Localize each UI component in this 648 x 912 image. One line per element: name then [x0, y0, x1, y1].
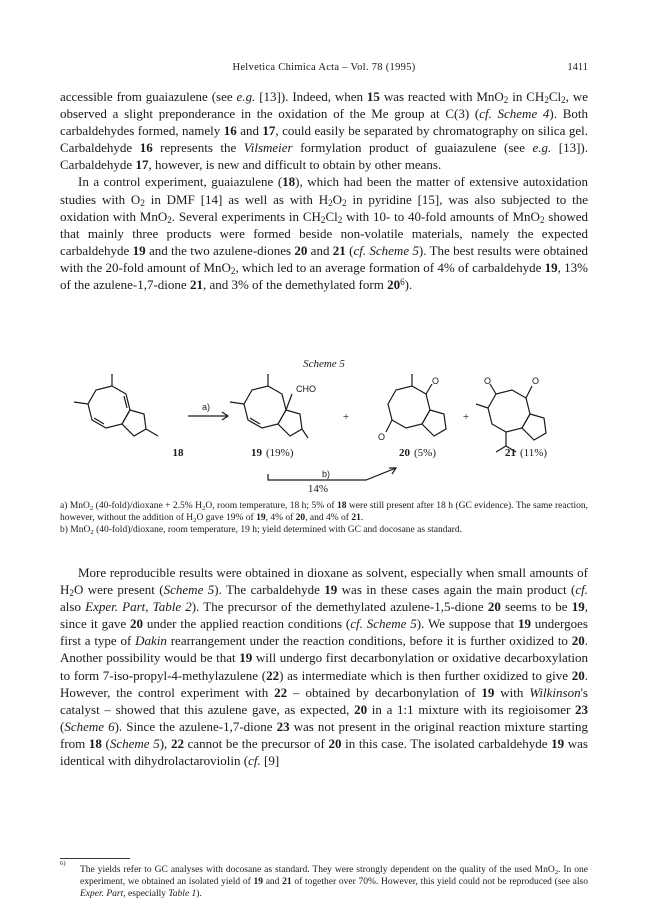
- body-text-top: [60, 88, 588, 293]
- paragraph-3: More reproducible results were obtained in dioxane as solvent, especially when small amounts of $H_2O$ were present (Scheme 5). The carbaldehyde 19 was in these cases again the main product (cf. also Exper. Part, Table 2). The precursor of the demethylated azulene-1,5-dione 20 seems to be 19, since it gave 20 under the applied reaction conditions (cf. Scheme 5). We suppose that 19 undergoes first a type of Dakin rearrangement under the reaction conditions, before it is further oxidized to 20. Another possibility would be that 19 will undergo first decarbonylation or oxidative decarboxylation to form 7-iso-propyl-4-methylazulene (22) as intermediate which is then further oxidized to give 20. However, the control experiment with 22 – obtained by decarbonylation of 19 with Wilkinson's catalyst – showed that this azulene gave, as expected, 20 in a 1:1 mixture with its regioisomer 23 (Scheme 6). Since the azulene-1,7-dione 23 was not present in the original reaction mixture starting from 18 (Scheme 5), 22 cannot be the precursor of 20 in this case. The isolated carbaldehyde 19 was identical with dihydrolactaroviolin (cf. [9]: [60, 565, 589, 769]
- o-label-20a: O: [432, 376, 440, 386]
- footnote-6: 6) The yields refer to GC analyses with docosane as standard. They were strongly dependent on the quality of the used MnO$_2$. In one experiment, we obtained an isolated yield of 19 and 21 of together over 70%. However, this yield could not be reproduced (see also Exper. Part, especially Table 1).: [60, 860, 588, 899]
- compound-21-number: 21: [505, 447, 516, 459]
- scheme-note-b: b) MnO$_2$ (40-fold)/dioxane, room temperature, 19 h; yield determined with GC and docosane as standard.: [60, 525, 462, 536]
- footnote-rule: [60, 858, 130, 859]
- structure-21: [476, 384, 546, 452]
- compound-20-yield: (5%): [414, 447, 436, 459]
- reaction-scheme-svg: [60, 374, 588, 494]
- page-number: 1411: [567, 62, 588, 73]
- arrow-b-label: b): [321, 469, 331, 479]
- paragraph-2: In a control experiment, guaiazulene (18), which had been the matter of extensive autoxidation studies with $O_2$ in DMF [14] as well as with $H_2O_2$ in pyridine [15], was also subjected to the oxidation with MnO$_2$. Several experiments in $CH_2Cl_2$ with 10- to 40-fold amounts of MnO$_2$ showed that mainly three products were formed beside non-volatile materials, namely the expected carbaldehyde 19 and the two azulene-diones 20 and 21 (cf. Scheme 5). The best results were obtained with the 20-fold amount of MnO$_2$, which led to an average formation of 4% of carbaldehyde 19, 13% of the azulene-1,7-dione 21, and 3% of the demethylated form $20^6$).: [60, 174, 589, 293]
- scheme-note-a: a) MnO$_2$ (40-fold)/dioxane + 2.5% $H_2O$, room temperature, 18 h; 5% of 18 were still present after 18 h (GC evidence). The same reaction, however, without the addition of $H_2O$ gave 19% of 19, 4% of 20, and 4% of 21.: [60, 501, 588, 524]
- plus-sign-2: +: [462, 411, 470, 423]
- compound-18-number: 18: [172, 447, 184, 459]
- footnote-text: The yields refer to GC analyses with docosane as standard. They were strongly dependent on the quality of the used MnO$_2$. In one experiment, we obtained an isolated yield of 19 and 21 of together over 70%. However, this yield could not be reproduced (see also Exper. Part, especially Table 1).: [80, 865, 588, 899]
- o-label-21b: O: [532, 376, 540, 386]
- page-header: [60, 62, 588, 78]
- arrow-b: [268, 468, 396, 480]
- plus-sign-1: +: [342, 411, 350, 423]
- arrow-b-yield: 14%: [307, 483, 329, 494]
- scheme-title: Scheme 5: [303, 358, 345, 370]
- arrow-a-label: a): [201, 402, 211, 412]
- scheme-footnotes: [60, 500, 588, 536]
- body-text-bottom: [60, 564, 588, 769]
- structure-18: [74, 374, 158, 436]
- o-label-21a: O: [484, 376, 492, 386]
- scheme-5-diagram: [60, 374, 588, 494]
- compound-20-number: 20: [399, 447, 410, 459]
- running-title: Helvetica Chimica Acta – Vol. 78 (1995): [232, 62, 416, 73]
- compound-21-yield: (11%): [520, 447, 548, 459]
- cho-label: CHO: [296, 384, 316, 394]
- compound-19-number: 19: [251, 447, 262, 459]
- compound-19-yield: (19%): [266, 447, 294, 459]
- o-label-20b: O: [378, 432, 386, 442]
- paragraph-1: accessible from guaiazulene (see e.g. [13]). Indeed, when 15 was reacted with MnO$_2$ in $CH_2Cl_2$, we observed a slight preponderance in the oxidation of the Me group at C(3) (cf. Scheme 4). Both carbaldehydes formed, namely 16 and 17, could easily be separated by chromatography on silica gel. Carbaldehyde 16 represents the Vilsmeier formylation product of guaiazulene (see e.g. [13]). Carbaldehyde 17, however, is new and difficult to obtain by other means.: [60, 89, 589, 173]
